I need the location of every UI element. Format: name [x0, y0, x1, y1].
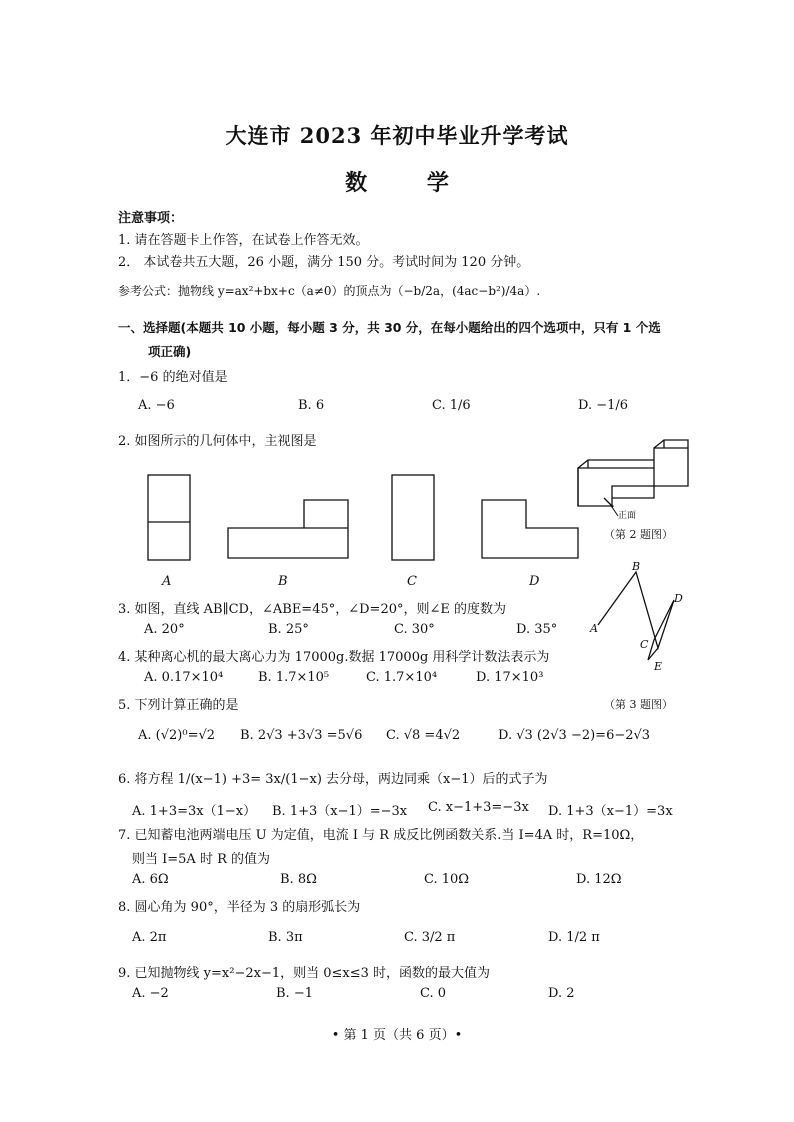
q2-stem: 2. 如图所示的几何体中，主视图是: [118, 434, 317, 449]
exam-subject: 数 学: [345, 170, 475, 196]
q6-option-b: B. 1+3（x−1）=−3x: [272, 804, 408, 819]
q3-stem: 3. 如图，直线 AB∥CD，∠ABE=45°，∠D=20°，则∠E 的度数为: [118, 602, 507, 617]
q7-stem: 7. 已知蓄电池两端电压 U 为定值，电流 I 与 R 成反比例函数关系.当 I=4A 时，R=10Ω，: [118, 828, 644, 843]
q1-option-b: B. 6: [298, 398, 325, 413]
q9-option-b: B. −1: [276, 986, 313, 1001]
q6-option-d: D. 1+3（x−1）=3x: [548, 804, 673, 819]
q8-option-b: B. 3π: [268, 930, 303, 945]
reference-formula: 参考公式：抛物线 y=ax²+bx+c（a≠0）的顶点为（−b/2a，(4ac−b²)/4a）.: [118, 284, 541, 298]
q3-label-a: A: [590, 622, 598, 635]
q2-view-options-figure: [140, 470, 580, 570]
q8-option-a: A. 2π: [132, 930, 167, 945]
note-item-1: 1. 请在答题卡上作答，在试卷上作答无效。: [118, 233, 369, 248]
q7-option-a: A. 6Ω: [132, 872, 169, 887]
q7-stem-cont: 则当 I=5A 时 R 的值为: [132, 852, 271, 867]
notes-heading: 注意事项：: [118, 211, 184, 226]
q4-option-c: C. 1.7×10⁴: [366, 670, 438, 685]
q8-option-d: D. 1/2 π: [548, 930, 600, 945]
q7-option-b: B. 8Ω: [280, 872, 317, 887]
q3-option-a: A. 20°: [144, 622, 185, 637]
note-item-2: 2． 本试卷共五大题，26 小题，满分 150 分。考试时间为 120 分钟。: [118, 255, 530, 270]
q2-front-label: 正面: [618, 511, 637, 521]
q9-option-c: C. 0: [420, 986, 447, 1001]
q2-figure-caption: （第 2 题图）: [604, 528, 673, 541]
q5-option-b: B. 2√3 +3√3 =5√6: [240, 728, 363, 743]
q1-option-d: D. −1/6: [578, 398, 629, 413]
q2-option-c: C: [407, 574, 417, 589]
q4-option-b: B. 1.7×10⁵: [258, 670, 330, 685]
exam-title: 大连市 2023 年初中毕业升学考试: [225, 123, 569, 148]
q4-stem: 4. 某种离心机的最大离心力为 17000g.数据 17000g 用科学计数法表示为: [118, 650, 550, 665]
q4-option-a: A. 0.17×10⁴: [144, 670, 224, 685]
page-footer: • 第 1 页（共 6 页）•: [331, 1028, 463, 1043]
section-1-heading: 一、选择题(本题共 10 小题，每小题 3 分，共 30 分，在每小题给出的四个选项中，只有 1 个选: [118, 320, 661, 335]
q8-option-c: C. 3/2 π: [404, 930, 456, 945]
q2-option-d-shape: [482, 500, 578, 558]
q2-option-c-shape: [392, 475, 434, 560]
q6-option-c: C. x−1+3=−3x: [428, 800, 529, 815]
q9-option-d: D. 2: [548, 986, 575, 1001]
q1-option-c: C. 1/6: [432, 398, 471, 413]
section-1-heading-cont: 项正确): [148, 344, 192, 359]
q9-stem: 9. 已知抛物线 y=x²−2x−1，则当 0≤x≤3 时，函数的最大值为: [118, 966, 491, 981]
q6-stem: 6. 将方程 1/(x−1) +3= 3x/(1−x) 去分母，两边同乘（x−1）后的式子为: [118, 772, 548, 787]
q6-option-a: A. 1+3=3x（1−x）: [132, 804, 257, 819]
q9-option-a: A. −2: [132, 986, 169, 1001]
q3-figure-caption: （第 3 题图）: [604, 698, 673, 711]
q2-option-b: B: [278, 574, 288, 589]
q4-option-d: D. 17×10³: [476, 670, 544, 685]
q3-option-b: B. 25°: [268, 622, 309, 637]
q3-label-c: C: [640, 638, 649, 651]
q3-option-c: C. 30°: [394, 622, 435, 637]
q5-stem: 5. 下列计算正确的是: [118, 698, 239, 713]
q1-stem: 1．−6 的绝对值是: [118, 370, 228, 385]
q5-option-d: D. √3 (2√3 −2)=6−2√3: [498, 728, 651, 743]
q3-angle-figure: [586, 560, 696, 670]
q5-option-c: C. √8 =4√2: [386, 728, 461, 743]
q7-option-d: D. 12Ω: [576, 872, 622, 887]
q3-label-e: E: [654, 660, 663, 673]
q1-option-a: A. −6: [138, 398, 175, 413]
q3-option-d: D. 35°: [516, 622, 558, 637]
q7-option-c: C. 10Ω: [424, 872, 470, 887]
q3-label-d: D: [674, 592, 683, 605]
q5-option-a: A. (√2)⁰=√2: [138, 728, 216, 743]
q2-option-d: D: [529, 574, 540, 589]
q2-option-b-shape: [228, 500, 348, 558]
q3-label-b: B: [632, 560, 641, 573]
q2-option-a-shape: [148, 475, 190, 560]
q8-stem: 8. 圆心角为 90°，半径为 3 的扇形弧长为: [118, 900, 361, 915]
q2-option-a: A: [162, 574, 172, 589]
